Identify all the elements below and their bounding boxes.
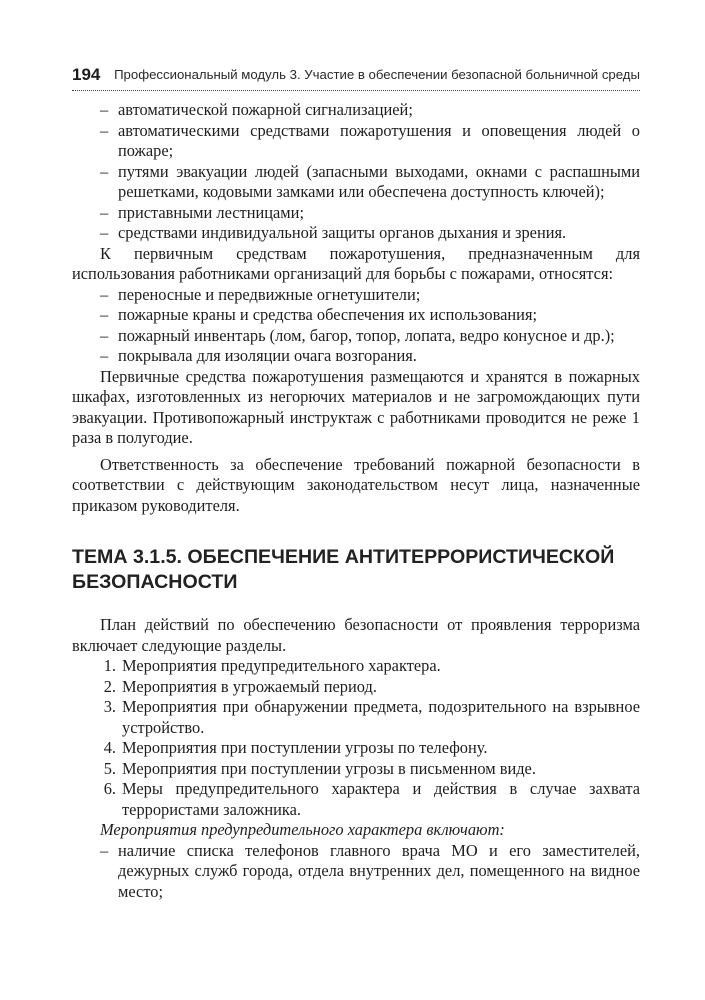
header-divider — [72, 90, 640, 91]
list-item: – автоматической пожарной сигнализацией; — [100, 100, 413, 119]
page-number: 194 — [72, 65, 101, 84]
numbered-item: 3. Мероприятия при обнаружении предмета, подозрительного на взрывное устройство. — [103, 697, 640, 737]
paragraph: Первичные средства пожаротушения размещаются и хранятся в пожарных шкафах, изготовленных из негорючих материалов и не загромождающих пути эвакуации. Противопожарный инструктаж с работниками проводится не реже 1 раза в полугодие. — [72, 366, 640, 447]
numbered-item: 1. Мероприятия предупредительного характера. — [103, 656, 441, 675]
numbered-item: 4. Мероприятия при поступлении угрозы по телефону. — [103, 738, 488, 757]
paragraph: К первичным средствам пожаротушения, предназначенным для использования работниками организаций для борьбы с пожарами, относятся: — [72, 243, 640, 283]
section-heading: ТЕМА 3.1.5. ОБЕСПЕЧЕНИЕ АНТИТЕРРОРИСТИЧЕСКОЙ БЕЗОПАСНОСТИ — [72, 546, 615, 593]
paragraph: Ответственность за обеспечение требований пожарной безопасности в соответствии с действующим законодательством несут лица, назначенные приказом руководителя. — [72, 454, 640, 515]
numbered-item: 6. Меры предупредительного характера и действия в случае захвата террористами заложника. — [103, 779, 640, 819]
list-item: – покрывала для изоляции очага возгорания. — [100, 346, 417, 365]
list-item: – приставными лестницами; — [100, 202, 305, 222]
list-item: – переносные и передвижные огнетушители; — [100, 284, 421, 304]
list-item: – пожарные краны и средства обеспечения их использования; — [100, 305, 538, 324]
list-item: – автоматическими средствами пожаротушения и оповещения людей о пожаре; — [100, 120, 640, 160]
running-title: Профессиональный модуль 3. Участие в обеспечении безопасной больничной среды — [114, 67, 640, 82]
primary-means-list — [72, 285, 640, 367]
page-body — [72, 100, 640, 902]
italic-subheading: Мероприятия предупредительного характера включают: — [100, 820, 505, 839]
plan-sections-list — [72, 656, 640, 820]
page-header — [72, 64, 640, 88]
list-item: – средствами индивидуальной защиты органов дыхания и зрения. — [100, 223, 567, 242]
preventive-measures-list — [72, 841, 640, 903]
numbered-item: 5. Мероприятия при поступлении угрозы в письменном виде. — [103, 758, 536, 778]
numbered-item: 2. Мероприятия в угрожаемый период. — [103, 676, 377, 696]
equipment-list — [72, 100, 640, 244]
paragraph: План действий по обеспечению безопасности от проявления терроризма включает следующие разделы. — [72, 615, 640, 655]
list-item: – пожарный инвентарь (лом, багор, топор, лопата, ведро конусное и др.); — [100, 325, 615, 345]
list-item: – путями эвакуации людей (запасными выходами, окнами с распашными решетками, кодовыми замками или обеспечена доступность ключей); — [100, 161, 640, 201]
list-item: – наличие списка телефонов главного врача МО и его заместителей, дежурных служб города, отдела внутренних дел, помещенного на видное место; — [100, 840, 640, 901]
